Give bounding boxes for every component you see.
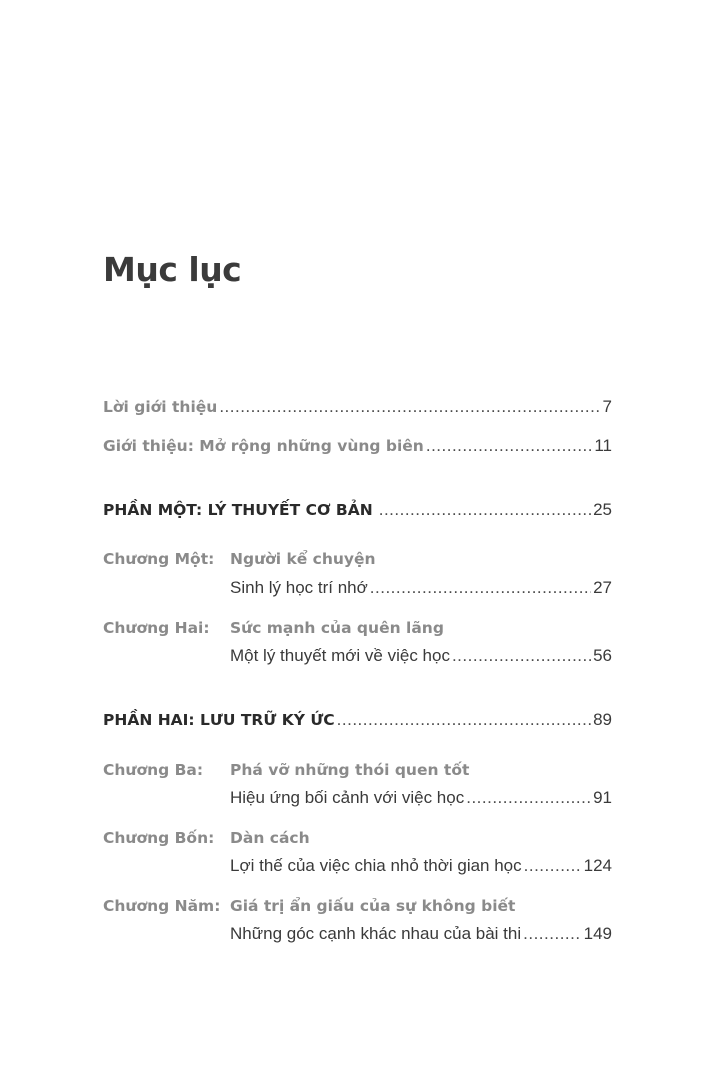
chapter-label: Chương Ba: <box>103 761 204 779</box>
chapter-subtitle: Sinh lý học trí nhớ <box>230 578 368 597</box>
chapter-label: Chương Năm: <box>103 897 221 915</box>
toc-chapter-two-subtitle[interactable] <box>230 645 612 667</box>
chapter-label: Chương Hai: <box>103 619 210 637</box>
chapter-name: Dàn cách <box>230 829 310 847</box>
toc-page-number: 25 <box>593 500 612 519</box>
chapter-name: Sức mạnh của quên lãng <box>230 619 444 637</box>
dot-leader <box>466 787 591 809</box>
toc-chapter-one-subtitle[interactable] <box>230 577 612 599</box>
dot-leader <box>379 499 591 521</box>
dot-leader <box>370 577 591 599</box>
toc-page-number: 124 <box>583 856 612 875</box>
toc-entry-title: Lời giới thiệu <box>103 398 218 416</box>
toc-page-number: 56 <box>593 646 612 665</box>
toc-entry-part-two[interactable] <box>103 709 612 731</box>
chapter-name: Phá vỡ những thói quen tốt <box>230 761 470 779</box>
chapter-subtitle: Hiệu ứng bối cảnh với việc học <box>230 788 465 807</box>
dot-leader <box>523 923 581 945</box>
chapter-subtitle: Lợi thế của việc chia nhỏ thời gian học <box>230 856 522 875</box>
toc-part-title: PHẦN HAI: LƯU TRỮ KÝ ỨC <box>103 711 335 729</box>
chapter-label: Chương Bốn: <box>103 829 215 847</box>
toc-entry-preface[interactable] <box>103 396 612 418</box>
toc-chapter-four-subtitle[interactable] <box>230 855 612 877</box>
toc-chapter-five-subtitle[interactable] <box>230 923 612 945</box>
chapter-label: Chương Một: <box>103 550 215 568</box>
dot-leader <box>524 855 582 877</box>
toc-page-number: 11 <box>594 436 612 455</box>
chapter-subtitle: Những góc cạnh khác nhau của bài thi <box>230 924 522 943</box>
toc-chapter-three-subtitle[interactable] <box>230 787 612 809</box>
toc-part-title: PHẦN MỘT: LÝ THUYẾT CƠ BẢN <box>103 501 373 519</box>
toc-page-number: 149 <box>583 924 612 943</box>
toc-entry-introduction[interactable] <box>103 435 612 457</box>
toc-page-number: 27 <box>593 578 612 597</box>
toc-entry-part-one[interactable] <box>103 499 612 521</box>
dot-leader <box>452 645 591 667</box>
page-title: Mục lục <box>103 250 242 289</box>
dot-leader <box>337 709 591 731</box>
toc-page-number: 7 <box>602 397 612 416</box>
dot-leader <box>426 435 593 457</box>
toc-page-number: 89 <box>593 710 612 729</box>
dot-leader <box>219 396 600 418</box>
chapter-subtitle: Một lý thuyết mới về việc học <box>230 646 450 665</box>
toc-page-number: 91 <box>593 788 612 807</box>
chapter-name: Giá trị ẩn giấu của sự không biết <box>230 897 516 915</box>
chapter-name: Người kể chuyện <box>230 550 376 568</box>
toc-entry-title: Giới thiệu: Mở rộng những vùng biên <box>103 437 424 455</box>
